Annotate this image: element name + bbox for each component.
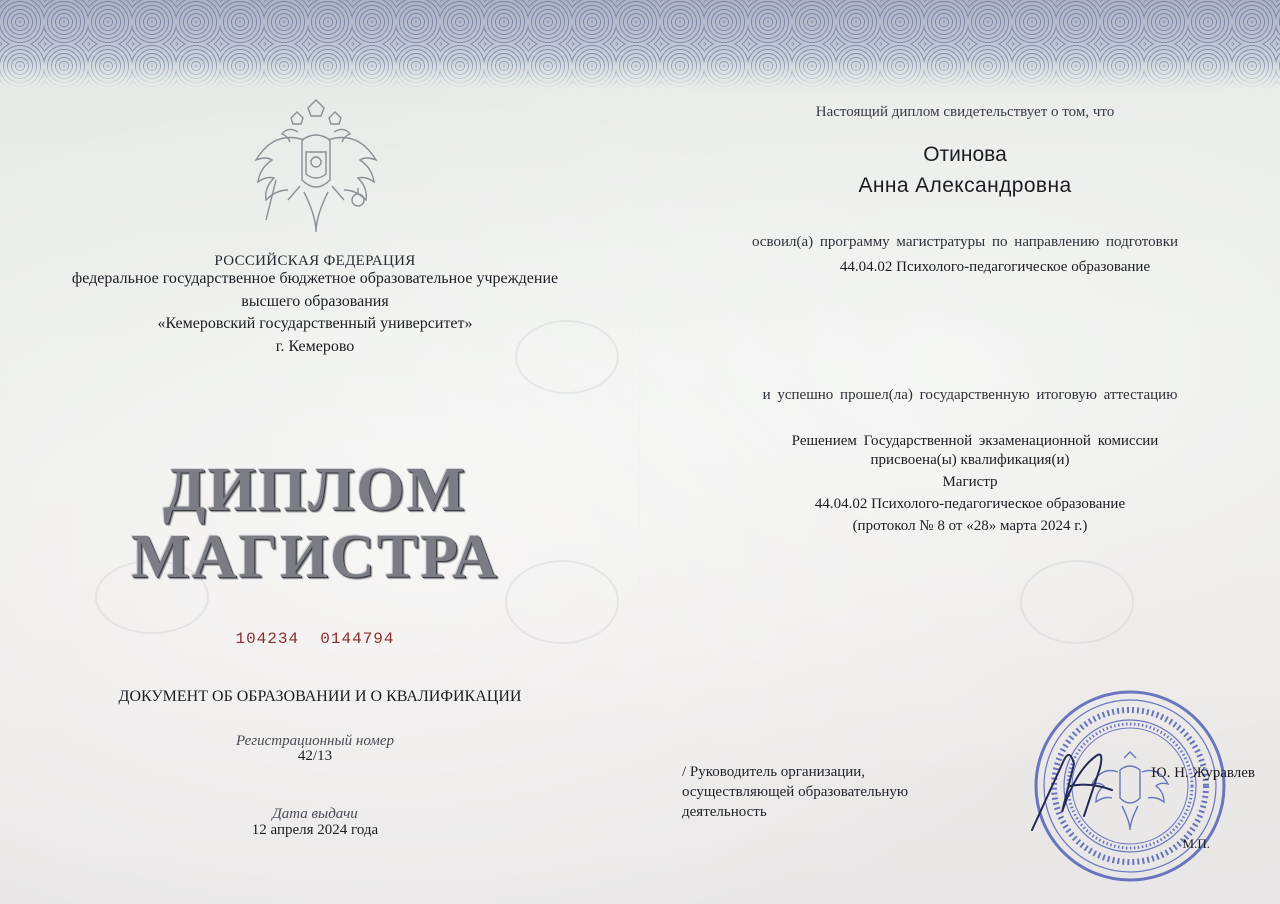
seal-place-mark: М.П. xyxy=(1182,836,1210,851)
qualification-awarded-text: присвоена(ы) квалификация(и) xyxy=(870,452,1070,468)
registration-label: Регистрационный номер xyxy=(235,733,394,749)
guilloche-border xyxy=(0,0,1280,90)
attestation-text: и успешно прошел(ла) государственную итоговую аттестацию xyxy=(762,387,1178,403)
graduate-surname: Отинова xyxy=(923,143,1007,166)
background-watermark xyxy=(1020,560,1134,644)
education-level: высшего образования xyxy=(241,293,389,310)
document-type: ДОКУМЕНТ ОБ ОБРАЗОВАНИИ И О КВАЛИФИКАЦИИ xyxy=(118,688,522,705)
diploma-title-line2: МАГИСТРА xyxy=(131,523,499,591)
registration-number: 42/13 xyxy=(297,748,333,764)
country-name: РОССИЙСКАЯ ФЕДЕРАЦИЯ xyxy=(214,253,416,269)
certification-intro: Настоящий диплом свидетельствует о том, что xyxy=(815,104,1115,120)
signatory-title-line1: / Руководитель организации, xyxy=(682,764,866,780)
page-fold xyxy=(639,88,641,904)
program-name: 44.04.02 Психолого-педагогическое образование xyxy=(839,259,1151,275)
diploma-title-line1: ДИПЛОМ xyxy=(162,456,468,524)
background-watermark xyxy=(515,320,619,394)
signature-icon xyxy=(1000,720,1130,840)
signatory-title xyxy=(682,762,982,822)
program-mastered-text: освоил(а) программу магистратуры по направлению подготовки xyxy=(751,234,1179,250)
protocol-reference: (протокол № 8 от «28» марта 2024 г.) xyxy=(852,518,1088,534)
background-watermark xyxy=(505,560,619,644)
qualification: Магистр xyxy=(942,474,998,490)
signatory-title-line3: деятельность xyxy=(682,804,767,820)
city: г. Кемерово xyxy=(275,338,355,355)
issue-date: 12 апреля 2024 года xyxy=(251,822,379,838)
commission-decision: Решением Государственной экзаменационной комиссии xyxy=(791,433,1159,449)
graduate-given-names: Анна Александровна xyxy=(858,174,1072,197)
coat-of-arms-icon xyxy=(246,96,386,246)
signatory-title-line2: осуществляющей образовательную xyxy=(682,784,909,800)
issue-date-label: Дата выдачи xyxy=(272,806,358,822)
organization-type: федеральное государственное бюджетное образовательное учреждение xyxy=(71,270,559,287)
university-name: «Кемеровский государственный университет» xyxy=(157,315,473,332)
signer-name: Ю. Н. Журавлев xyxy=(1151,765,1255,781)
serial-number: 104234 0144794 xyxy=(235,630,395,648)
qualification-program: 44.04.02 Психолого-педагогическое образование xyxy=(814,496,1126,512)
